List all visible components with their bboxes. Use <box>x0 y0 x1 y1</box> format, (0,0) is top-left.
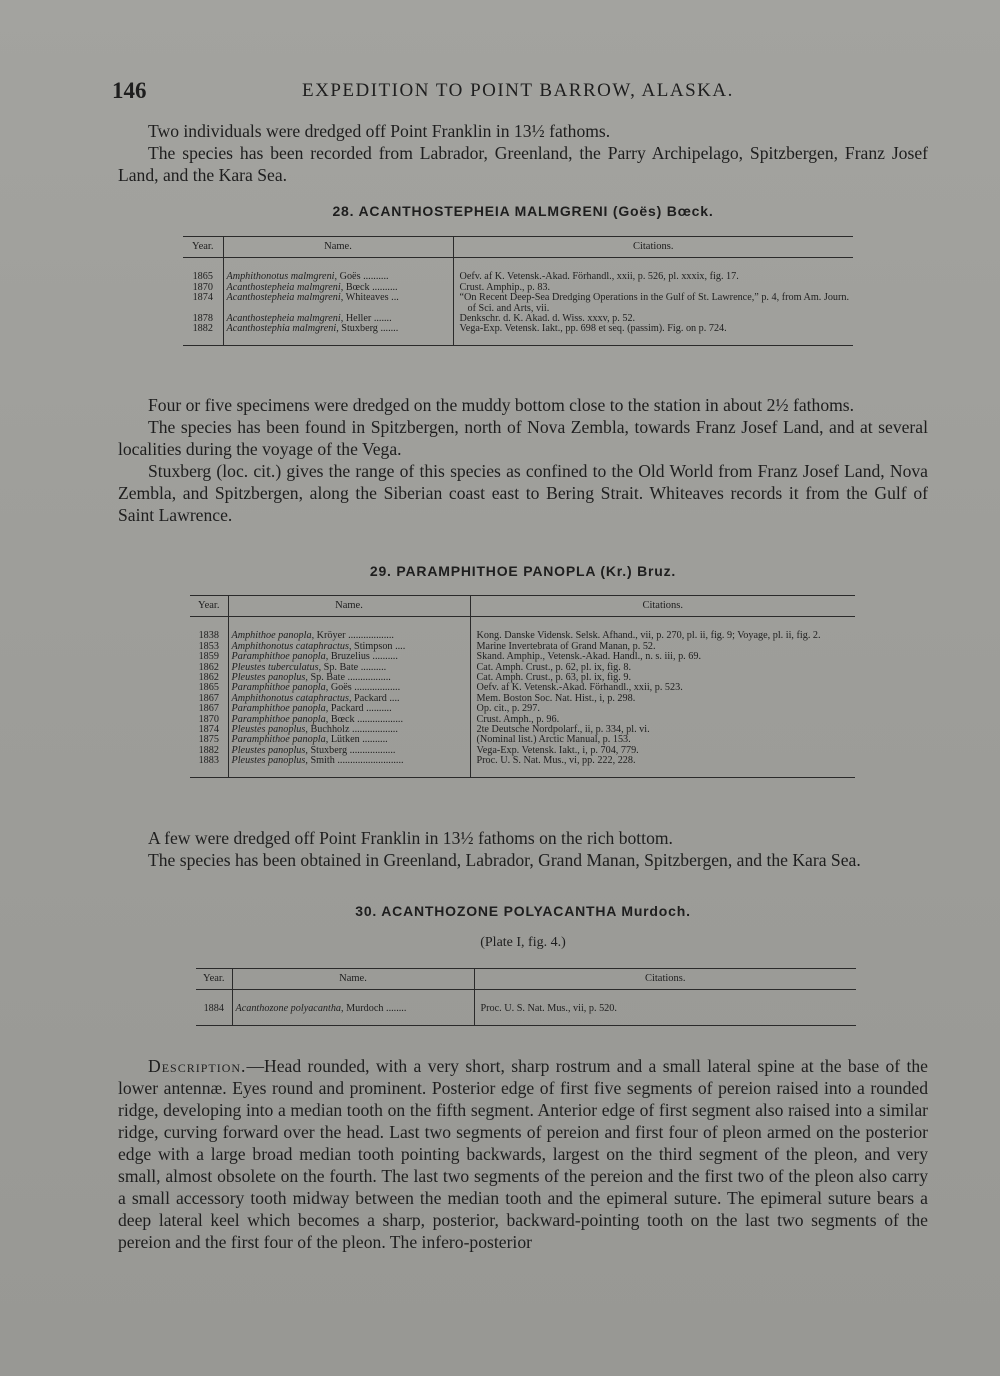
species-30-description <box>118 1055 928 1253</box>
species-28-table <box>183 236 853 346</box>
table-row: 1874 Pleustes panoplus, Buchholz .................. 2te Deutsche Nordpolarf., ii, p. 334, pl. vi. <box>190 725 855 735</box>
plate-reference: (Plate I, fig. 4.) <box>480 935 566 950</box>
species-29-table <box>190 595 855 778</box>
species-29-text <box>118 827 928 871</box>
description-text: —Head rounded, with a very short, sharp rostrum and a small lateral spine at the base of the lower antennæ. Eyes round and prominent. Posterior edge of first five segments of pereion raised into a rounded ridge, developing into a median tooth on the fifth segment. Anterior edge of first segment also raised into a similar ridge, curving forward over the head. Last two segments of pereion and first four of pleon armed on the posterior edge with a large broad median tooth pointing backwards, largest on the third segment of the pleon, and very small, almost obsolete on the fourth. The last two segments of the pereion and the first two of the pleon also carry a small accessory tooth midway between the median tooth and the epimeral suture. The epimeral suture bears a deep lateral keel which becomes a sharp, posterior, backward-pointing tooth on the last two segments of the pereion and the first four of the pleon. The infero-posterior <box>118 1056 928 1252</box>
table-row: 1867 Amphithonotus cataphractus, Packard .... Mem. Boston Soc. Nat. Hist., i, p. 298. <box>190 694 855 704</box>
intro-text <box>118 120 928 186</box>
table-row: 1882 Acanthostephia malmgreni, Stuxberg ....... Vega-Exp. Vetensk. Iakt., pp. 698 et seq. (passim). Fig. on p. 724. <box>183 324 853 345</box>
species-28-text <box>118 394 928 526</box>
column-header-year: Year. <box>190 596 228 617</box>
table-row: 1878 Acanthostepheia malmgreni, Heller ....... Denkschr. d. K. Akad. d. Wiss. xxxv, p. 52. <box>183 314 853 324</box>
table-row: 1884 Acanthozone polyacantha, Murdoch ........ Proc. U. S. Nat. Mus., vii, p. 520. <box>196 990 856 1025</box>
table-row: 1867 Paramphithoe panopla, Packard .......... Op. cit., p. 297. <box>190 704 855 714</box>
species-29-heading: 29. PARAMPHITHOE PANOPLA (Kr.) Bruz. <box>369 563 677 579</box>
species-30-heading: 30. ACANTHOZONE POLYACANTHA Murdoch. <box>355 903 691 919</box>
table-row: 1882 Pleustes panoplus, Stuxberg .................. Vega-Exp. Vetensk. Iakt., i, p. 704, 779. <box>190 746 855 756</box>
paragraph: The species has been obtained in Greenland, Labrador, Grand Manan, Spitzbergen, and the Kara Sea. <box>148 850 861 870</box>
description-paragraph <box>118 1055 928 1253</box>
column-header-year: Year. <box>196 969 232 990</box>
table-row: 1862 Pleustes panoplus, Sp. Bate ................. Cat. Amph. Crust., p. 63, pl. ix, fig. 9. <box>190 673 855 683</box>
table-row: 1870 Paramphithoe panopla, Bœck .................. Crust. Amph., p. 96. <box>190 715 855 725</box>
table-row: 1862 Pleustes tuberculatus, Sp. Bate .......... Cat. Amph. Crust., p. 62, pl. ix, fig. 8. <box>190 663 855 673</box>
column-header-citations: Citations. <box>474 969 856 990</box>
table-row: 1859 Paramphithoe panopla, Bruzelius .......... Skand. Amphip., Vetensk.-Akad. Handl., n. s. iii, p. 69. <box>190 652 855 662</box>
table-row: 1883 Pleustes panoplus, Smith .......................... Proc. U. S. Nat. Mus., vi, pp. 222, 228. <box>190 756 855 777</box>
column-header-name: Name. <box>232 969 474 990</box>
column-header-year: Year. <box>183 237 223 258</box>
paragraph: Four or five specimens were dredged on the muddy bottom close to the station in about 2½ fathoms. <box>148 395 855 415</box>
species-28-heading: 28. ACANTHOSTEPHEIA MALMGRENI (Goës) Bœck. <box>332 203 714 219</box>
species-30-table <box>196 968 856 1026</box>
running-title: EXPEDITION TO POINT BARROW, ALASKA. <box>302 80 734 101</box>
paragraph: The species has been recorded from Labrador, Greenland, the Parry Archipelago, Spitzbergen, Franz Josef Land, and the Kara Sea. <box>118 143 928 185</box>
table-row: 1865 Paramphithoe panopla, Goës .................. Oefv. af K. Vetensk.-Akad. Förhandl., xxii, p. 523. <box>190 683 855 693</box>
column-header-name: Name. <box>228 596 470 617</box>
table-row: 1870 Acanthostepheia malmgreni, Bœck .......... Crust. Amphip., p. 83. <box>183 283 853 293</box>
page-number: 146 <box>112 78 147 103</box>
paragraph: The species has been found in Spitzbergen, north of Nova Zembla, towards Franz Josef Land, and at several localities during the voyage of the Vega. <box>118 417 928 459</box>
paragraph: Two individuals were dredged off Point Franklin in 13½ fathoms. <box>148 121 611 141</box>
table-row: 1838 Amphithoe panopla, Kröyer .................. Kong. Danske Vidensk. Selsk. Afhand., vii, p. 270, pl. ii, fig. 9; Voyage, pl. ii, fig. 2. <box>190 617 855 642</box>
table-row: 1853 Amphithonotus cataphractus, Stimpson .... Marine Invertebrata of Grand Manan, p. 52. <box>190 642 855 652</box>
column-header-citations: Citations. <box>453 237 853 258</box>
paragraph: A few were dredged off Point Franklin in 13½ fathoms on the rich bottom. <box>148 828 673 848</box>
paragraph: Stuxberg (loc. cit.) gives the range of this species as confined to the Old World from Franz Josef Land, Nova Zembla, and Spitzbergen, along the Siberian coast east to Bering Strait. Whiteaves records it from the Gulf of Saint Lawrence. <box>118 461 928 525</box>
table-row: 1874 Acanthostepheia malmgreni, Whiteaves ... “On Recent Deep-Sea Dredging Operations in the Gulf of St. Lawrence,” p. 4, from Am. Journ. of Sci. and Arts, vii. <box>183 293 853 314</box>
column-header-name: Name. <box>223 237 453 258</box>
table-row: 1865 Amphithonotus malmgreni, Goës .......... Oefv. af K. Vetensk.-Akad. Förhandl., xxii, p. 526, pl. xxxix, fig. 17. <box>183 258 853 283</box>
description-label: Description. <box>148 1056 247 1076</box>
table-row: 1875 Paramphithoe panopla, Lütken .......... (Nominal list.) Arctic Manual, p. 153. <box>190 735 855 745</box>
page-header <box>112 78 942 104</box>
column-header-citations: Citations. <box>470 596 855 617</box>
